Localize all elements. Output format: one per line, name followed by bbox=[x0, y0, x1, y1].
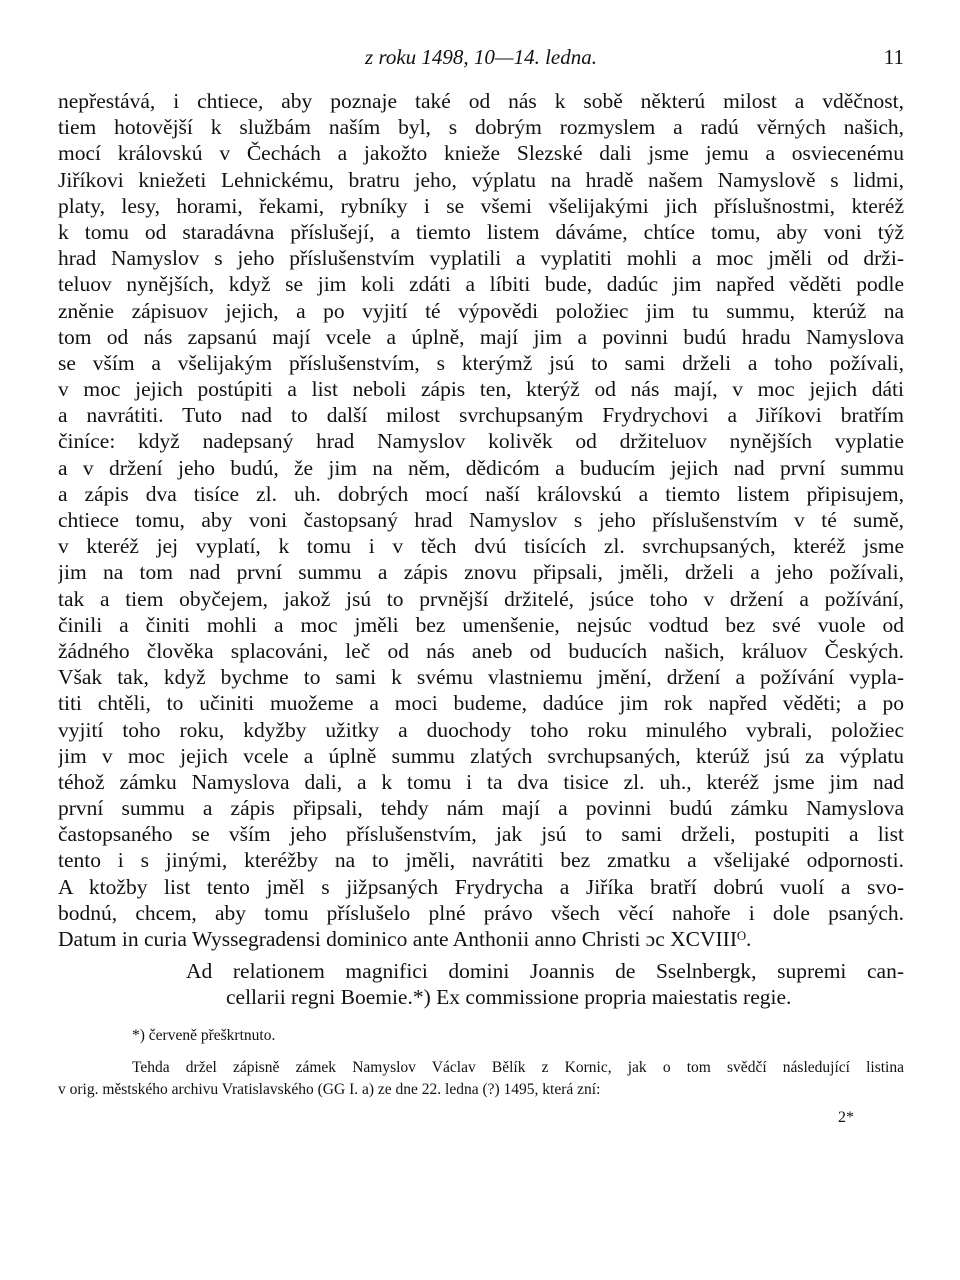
chancery-note bbox=[58, 958, 904, 1010]
body-line: tak a tiem obyčejem, jakož jsú to prvnější držitelé, jsúce toho v držení a požívání, bbox=[58, 586, 904, 611]
body-line: činíce: když nadepsaný hrad Namyslov kolivěk od držiteluov nynějších vyplatie bbox=[58, 429, 904, 454]
body-line: vyjití toho roku, kdyžby užitky a duochody toho roku minulého vybrali, položiec bbox=[58, 717, 904, 742]
body-line: jim na tom nad první summu a zápis znovu připsali, jměli, drželi a jeho požívali, bbox=[58, 560, 904, 585]
body-line: v kteréž jej vyplatí, k tomu i v těch dvú tisících zl. svrchupsaných, kteréž jsme bbox=[58, 534, 904, 559]
body-line: častopsaného se vším jeho příslušenstvím, jak jsú to sami drželi, postupiti a list bbox=[58, 822, 904, 847]
body-line: hrad Namyslov s jeho příslušenstvím vyplatili a vyplatiti mohli a moc jměli od drži- bbox=[58, 246, 904, 271]
body-line: žádného člověka splacováni, leč od nás aneb od buducích našich, králuov Českých. bbox=[58, 638, 904, 663]
body-text bbox=[58, 88, 904, 952]
editorial-note bbox=[58, 1057, 904, 1101]
body-line: Však tak, když bychme to sami k svému vlastniemu jmění, držení a požívání vypla- bbox=[58, 665, 904, 690]
page-number: 11 bbox=[883, 45, 904, 69]
chancery-note-line: cellarii regni Boemie.*) Ex commissione propria maiestatis regie. bbox=[226, 985, 792, 1010]
signature-mark: 2* bbox=[838, 1108, 854, 1126]
body-line: a zápis dva tisíce zl. uh. dobrých mocí naší královskú a tiemto listem připisujem, bbox=[58, 481, 904, 506]
body-line: a navrátiti. Tuto nad to další milost svrchupsaným Frydrychovi a Jiříkovi bratřím bbox=[58, 403, 904, 428]
body-line: titi chtěli, to učiniti muožeme a moci budeme, dadúce jim rok napřed věděti; a po bbox=[58, 691, 904, 716]
body-line: tento i s jinými, kteréžby na to jměli, navrátiti bez zmatku a všelijaké odpornosti. bbox=[58, 848, 904, 873]
body-line: k tomu od staradávna příslušejí, a tiemto listem dáváme, chtíce tomu, aby voni týž bbox=[58, 219, 904, 244]
body-line: se vším a všelijakým příslušenstvím, s kterýmž jsú to sami drželi a toho požívali, bbox=[58, 350, 904, 375]
body-line: Datum in curia Wyssegradensi dominico ante Anthonii anno Christi ɔc XCVIIIᴼ. bbox=[58, 927, 752, 951]
footnote: *) červeně přeškrtnuto. bbox=[132, 1026, 276, 1044]
body-line: v moc jejich postúpiti a list neboli zápis ten, kterýž od nás mají, v moc jejich dáti bbox=[58, 377, 904, 402]
body-line: tiem hotovější k službám naším byl, s dobrým rozmyslem a radú věrných našich, bbox=[58, 115, 904, 140]
document-page bbox=[58, 40, 904, 1250]
body-line: nepřestává, i chtiece, aby poznaje také od nás k sobě některú milost a vděčnost, bbox=[58, 89, 904, 113]
body-line: a v držení jeho budú, že jim na něm, dědicóm a buducím jejich nad první summu bbox=[58, 455, 904, 480]
body-line: Jiříkovi kniežeti Lehnickému, bratru jeho, výplatu na hradě našem Namyslově s lidmi, bbox=[58, 167, 904, 192]
running-title: z roku 1498, 10—14. ledna. bbox=[365, 45, 597, 69]
body-line: první summu a zápis připsali, tehdy nám mají a povinni budú zámku Namyslova bbox=[58, 796, 904, 821]
body-line: teluov nynějších, když se jim koli zdáti a líbiti bude, dadúc jim napřed věděti podle bbox=[58, 272, 904, 297]
body-line: zněnie zápisuov jejich, a po vyjití té výpovědi položiec jim tu summu, kterúž na bbox=[58, 298, 904, 323]
running-head bbox=[58, 40, 904, 74]
body-line: tom od nás zapsanú mají vcele a úplně, mají jim a povinni budú hradu Namyslova bbox=[58, 324, 904, 349]
body-line: mocí královskú v Čechách a jakožto knieže Slezské dali jsme jemu a osviecenému bbox=[58, 141, 904, 166]
body-line: činili a činiti mohli a moc jměli bez umenšenie, nejsúc vodtud bez své vuole od bbox=[58, 612, 904, 637]
chancery-note-line: Ad relationem magnifici domini Joannis de Sselnbergk, supremi can- bbox=[186, 959, 904, 984]
body-line: jim v moc jejich vcele a úplně summu zlatých svrchupsaných, kterúž jsú za výplatu bbox=[58, 743, 904, 768]
body-line: A ktožby list tento jměl s jižpsaných Frydrycha a Jiříka bratří dobrú vuolí a svo- bbox=[58, 874, 904, 899]
editorial-note-line: Tehda držel zápisně zámek Namyslov Václav Bělík z Kornic, jak o tom svědčí následující listina bbox=[132, 1058, 904, 1076]
body-line: platy, lesy, horami, řekami, rybníky i se všemi všelijakými jich příslušnostmi, kteréž bbox=[58, 193, 904, 218]
body-line: téhož zámku Namyslova dali, a k tomu i ta dva tisice zl. uh., kteréž jsme jim nad bbox=[58, 769, 904, 794]
editorial-note-line: v orig. městského archivu Vratislavského (GG I. a) ze dne 22. ledna (?) 1495, která zní: bbox=[58, 1080, 601, 1098]
body-line: bodnú, chcem, aby tomu příslušelo plné právo všech věcí nahoře i dole psaných. bbox=[58, 900, 904, 925]
body-line: chtiece tomu, aby voni častopsaný hrad Namyslov s jeho příslušenstvím v té sumě, bbox=[58, 508, 904, 532]
